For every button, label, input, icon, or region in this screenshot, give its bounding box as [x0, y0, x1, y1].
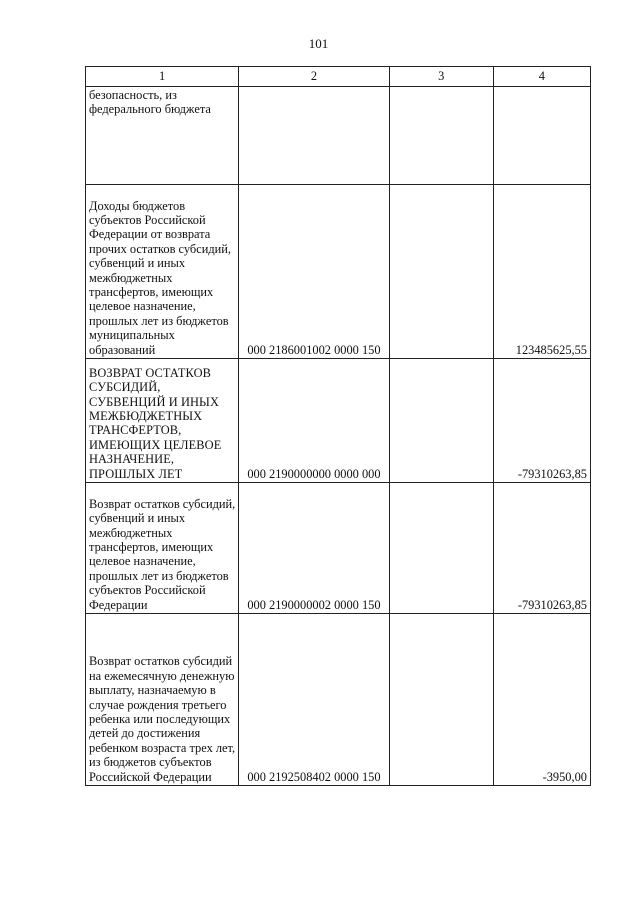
- row-amount: [493, 87, 590, 185]
- row-col3: [389, 359, 493, 483]
- row-code: 000 2192508402 0000 150: [239, 614, 389, 786]
- table-row: [86, 614, 591, 786]
- column-header-1: 1: [86, 67, 239, 87]
- row-amount: -3950,00: [493, 614, 590, 786]
- table-row: [86, 185, 591, 359]
- column-header-4: 4: [493, 67, 590, 87]
- row-amount: -79310263,85: [493, 359, 590, 483]
- row-col3: [389, 185, 493, 359]
- table-row: [86, 87, 591, 185]
- row-description: безопасность, из федерального бюджета: [86, 87, 239, 185]
- budget-table: [85, 66, 591, 786]
- table-header-row: [86, 67, 591, 87]
- table-row: [86, 483, 591, 614]
- row-amount: -79310263,85: [493, 483, 590, 614]
- row-description: Возврат остатков субсидий на ежемесячную денежную выплату, назначаемую в случае рождения третьего ребенка или последующих детей до достижения ребенком возраста трех лет, из бюджетов субъектов Российской Федерации: [86, 614, 239, 786]
- column-header-2: 2: [239, 67, 389, 87]
- row-col3: [389, 87, 493, 185]
- row-code: [239, 87, 389, 185]
- row-description: ВОЗВРАТ ОСТАТКОВ СУБСИДИЙ, СУБВЕНЦИЙ И ИНЫХ МЕЖБЮДЖЕТНЫХ ТРАНСФЕРТОВ, ИМЕЮЩИХ ЦЕЛЕВОЕ НАЗНАЧЕНИЕ, ПРОШЛЫХ ЛЕТ: [86, 359, 239, 483]
- row-col3: [389, 483, 493, 614]
- column-header-3: 3: [389, 67, 493, 87]
- page-number: 101: [308, 36, 329, 51]
- row-code: 000 2190000000 0000 000: [239, 359, 389, 483]
- row-code: 000 2190000002 0000 150: [239, 483, 389, 614]
- table-row: [86, 359, 591, 483]
- row-code: 000 2186001002 0000 150: [239, 185, 389, 359]
- row-description: Доходы бюджетов субъектов Российской Федерации от возврата прочих остатков субсидий, субвенций и иных межбюджетных трансфертов, имеющих целевое назначение, прошлых лет из бюджетов муниципальных образований: [86, 185, 239, 359]
- row-description: Возврат остатков субсидий, субвенций и иных межбюджетных трансфертов, имеющих целевое назначение, прошлых лет из бюджетов субъектов Российской Федерации: [86, 483, 239, 614]
- row-amount: 123485625,55: [493, 185, 590, 359]
- row-col3: [389, 614, 493, 786]
